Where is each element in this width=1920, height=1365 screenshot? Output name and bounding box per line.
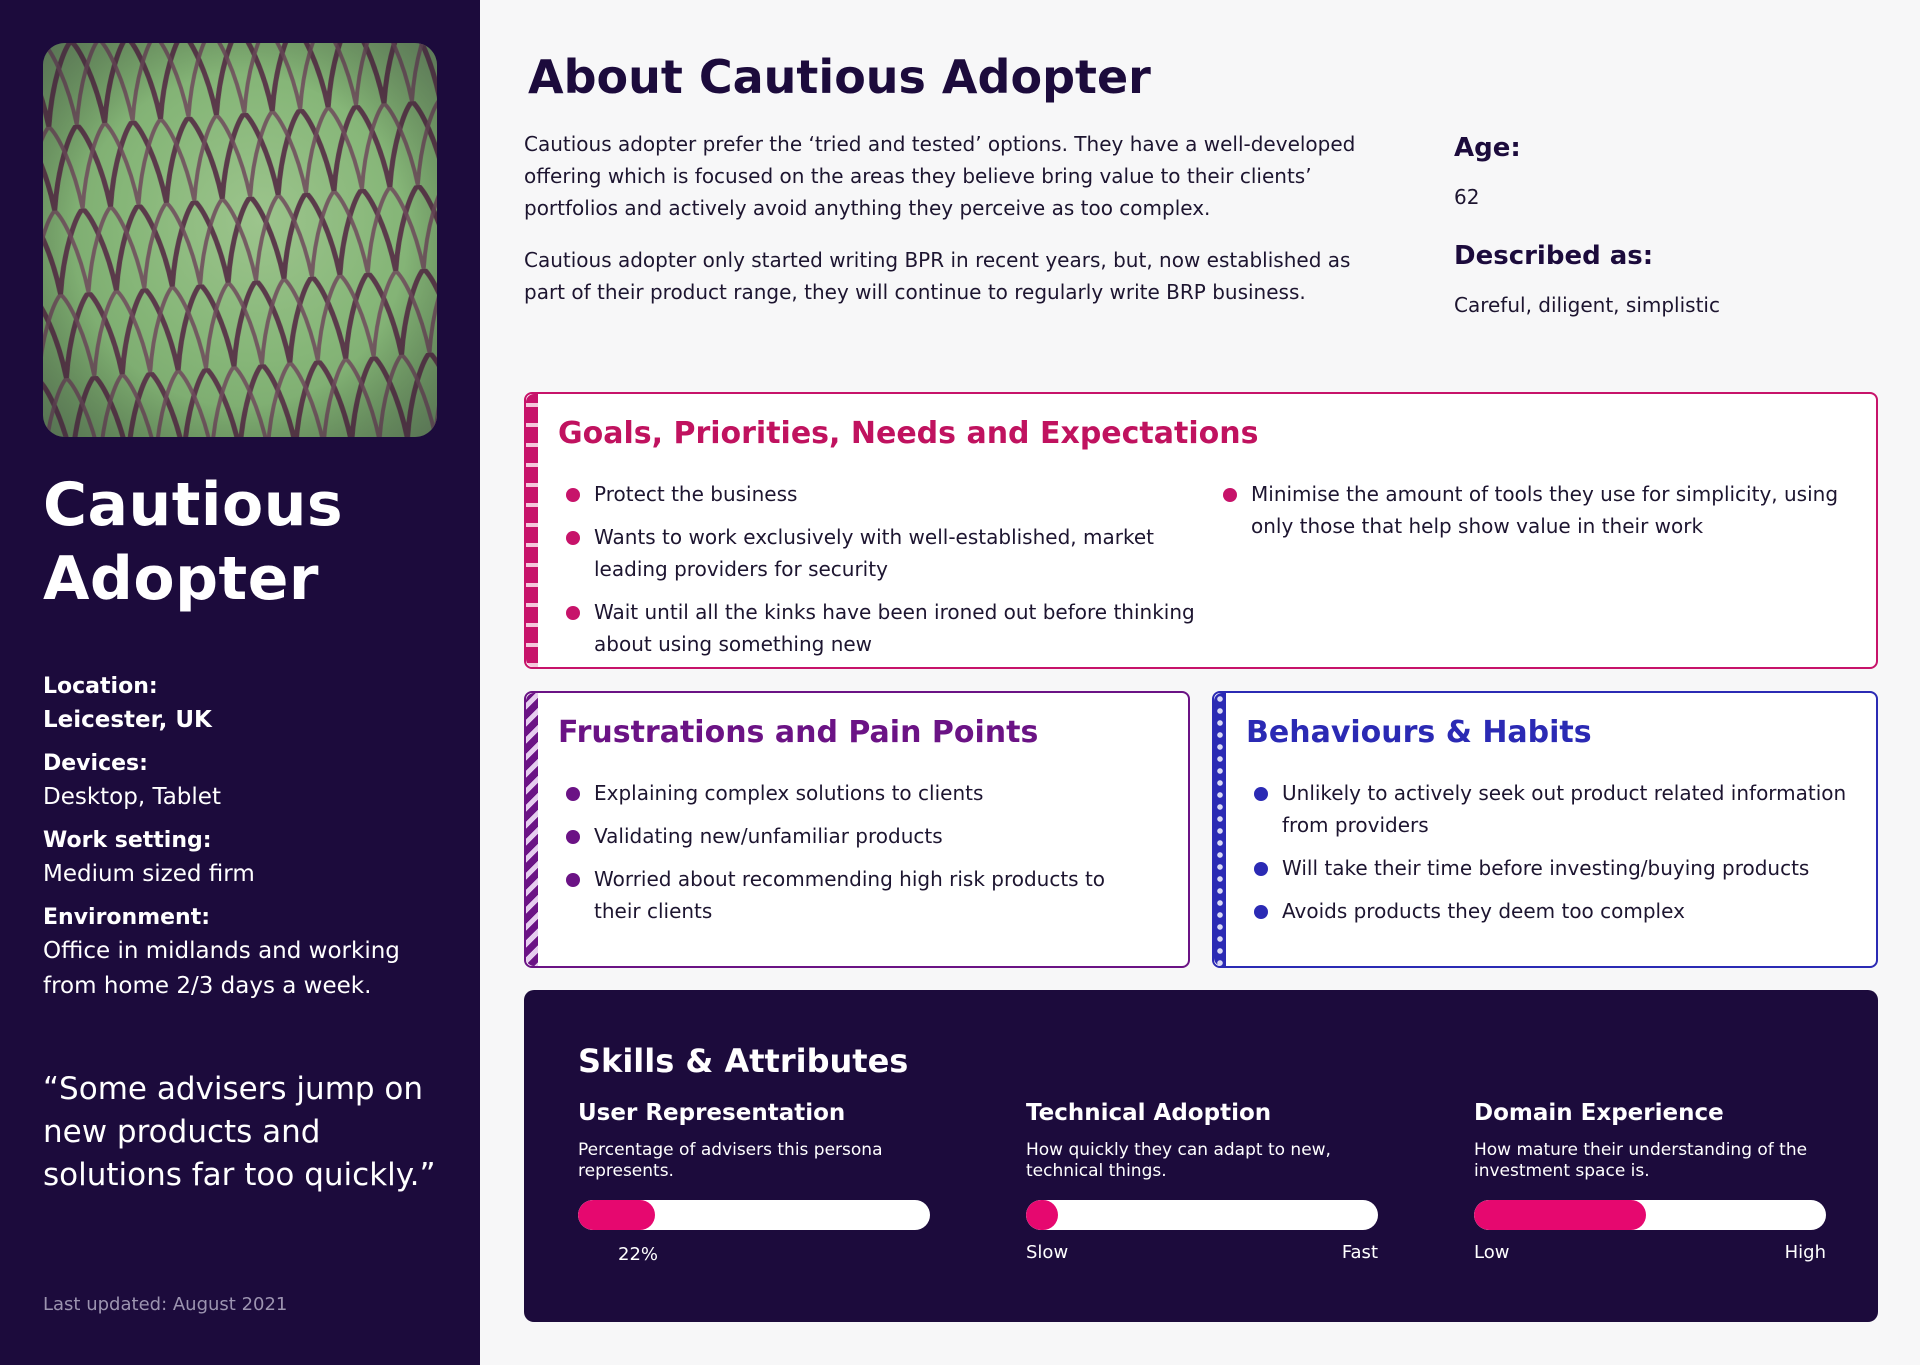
skill-bar-fill: [578, 1200, 655, 1230]
list-item-text: Minimise the amount of tools they use for simplicity, using only those that help show value in their work: [1251, 482, 1839, 538]
behaviours-card: [1212, 691, 1878, 968]
frustrations-list: [566, 777, 1156, 938]
skill-technical-adoption: [1026, 1098, 1378, 1270]
environment-label: Environment:: [43, 905, 211, 930]
skill-name: Domain Experience: [1474, 1100, 1724, 1126]
work-setting-value: Medium sized firm: [43, 861, 255, 887]
skill-name: Technical Adoption: [1026, 1100, 1272, 1126]
skill-bar-labels: [578, 1242, 930, 1270]
skill-user-representation: [578, 1098, 930, 1270]
skills-panel: [524, 990, 1878, 1322]
list-item-text: Wants to work exclusively with well-established, market leading providers for security: [594, 525, 1154, 581]
persona-quote: “Some advisers jump on new products and solutions far too quickly.”: [43, 1071, 436, 1193]
skill-bar-fill: [1474, 1200, 1646, 1230]
list-item-text: Wait until all the kinks have been ironed out before thinking about using something new: [594, 600, 1195, 656]
list-item-text: Validating new/unfamiliar products: [594, 824, 943, 848]
last-updated: Last updated: August 2021: [43, 1294, 288, 1315]
skills-title: Skills & Attributes: [578, 1042, 909, 1080]
skill-bar: [578, 1200, 930, 1230]
list-item: [566, 820, 1156, 852]
skill-description: How quickly they can adapt to new, technical things.: [1026, 1140, 1331, 1181]
list-item: [566, 777, 1156, 809]
frustrations-card: [524, 691, 1190, 968]
skill-bar: [1474, 1200, 1826, 1230]
age-label: Age:: [1454, 133, 1521, 163]
bullet-icon: [1223, 488, 1237, 502]
list-item-text: Worried about recommending high risk products to their clients: [594, 867, 1106, 923]
about-paragraph-2: Cautious adopter only started writing BPR in recent years, but, now established as part of their product range, they will continue to regularly write BRP business.: [524, 248, 1351, 304]
list-item: [566, 596, 1206, 660]
goals-card-stripe: [526, 394, 538, 667]
skill-description: Percentage of advisers this persona represents.: [578, 1140, 883, 1181]
skill-low-label: Low: [1474, 1242, 1510, 1263]
chain-link-fence-image: [43, 43, 437, 437]
devices-label: Devices:: [43, 751, 148, 776]
list-item: [566, 863, 1156, 927]
list-item: [1223, 478, 1843, 542]
goals-list-left: [566, 478, 1206, 671]
location-label: Location:: [43, 674, 158, 699]
bullet-icon: [566, 488, 580, 502]
frustrations-card-stripe: [526, 693, 538, 966]
list-item-text: Avoids products they deem too complex: [1282, 899, 1685, 923]
bullet-icon: [566, 531, 580, 545]
age-value: 62: [1454, 185, 1480, 209]
goals-card-title: Goals, Priorities, Needs and Expectations: [558, 416, 1259, 451]
skill-high-label: Fast: [1341, 1242, 1378, 1263]
page-title: About Cautious Adopter: [528, 50, 1151, 104]
persona-name-line2: Adopter: [43, 544, 320, 614]
described-as-value: Careful, diligent, simplistic: [1454, 293, 1720, 317]
bullet-icon: [566, 873, 580, 887]
bullet-icon: [1254, 905, 1268, 919]
list-item: [566, 478, 1206, 510]
frustrations-card-title: Frustrations and Pain Points: [558, 715, 1039, 750]
about-paragraph-1: Cautious adopter prefer the ‘tried and tested’ options. They have a well-developed offering which is focused on the areas they believe bring value to their clients’ portfolios and actively avoid anything they perceive as too complex.: [524, 132, 1356, 220]
list-item: [1254, 895, 1854, 927]
skill-bar-labels: [1026, 1242, 1378, 1270]
skill-low-label: Slow: [1026, 1242, 1069, 1263]
location-value: Leicester, UK: [43, 707, 212, 733]
list-item-text: Unlikely to actively seek out product related information from providers: [1282, 781, 1847, 837]
skill-bar-fill: [1026, 1200, 1058, 1230]
behaviours-card-title: Behaviours & Habits: [1246, 715, 1592, 750]
bullet-icon: [566, 830, 580, 844]
skill-bar: [1026, 1200, 1378, 1230]
about-description: [524, 128, 1384, 328]
bullet-icon: [566, 606, 580, 620]
list-item: [566, 521, 1206, 585]
persona-name-line1: Cautious: [43, 470, 344, 540]
work-setting-label: Work setting:: [43, 828, 212, 853]
list-item: [1254, 852, 1854, 884]
persona-details: [43, 671, 443, 1014]
persona-name: [43, 468, 343, 616]
bullet-icon: [1254, 862, 1268, 876]
skill-domain-experience: [1474, 1098, 1826, 1270]
goals-list-right: [1223, 478, 1843, 553]
persona-sidebar: [0, 0, 480, 1365]
bullet-icon: [566, 787, 580, 801]
goals-card: [524, 392, 1878, 669]
persona-facts: [1454, 128, 1874, 344]
skill-name: User Representation: [578, 1100, 846, 1126]
list-item-text: Protect the business: [594, 482, 798, 506]
list-item-text: Explaining complex solutions to clients: [594, 781, 984, 805]
behaviours-list: [1254, 777, 1854, 938]
skill-high-label: High: [1784, 1242, 1826, 1263]
described-as-label: Described as:: [1454, 241, 1654, 271]
bullet-icon: [1254, 787, 1268, 801]
skill-bar-labels: [1474, 1242, 1826, 1270]
environment-value: Office in midlands and working from home 2/3 days a week.: [43, 938, 400, 999]
behaviours-card-stripe: [1214, 693, 1226, 966]
skill-percent-label: 22%: [618, 1244, 659, 1265]
list-item: [1254, 777, 1854, 841]
persona-photo: [43, 43, 437, 437]
skill-description: How mature their understanding of the investment space is.: [1474, 1140, 1808, 1181]
list-item-text: Will take their time before investing/buying products: [1282, 856, 1810, 880]
devices-value: Desktop, Tablet: [43, 784, 221, 810]
